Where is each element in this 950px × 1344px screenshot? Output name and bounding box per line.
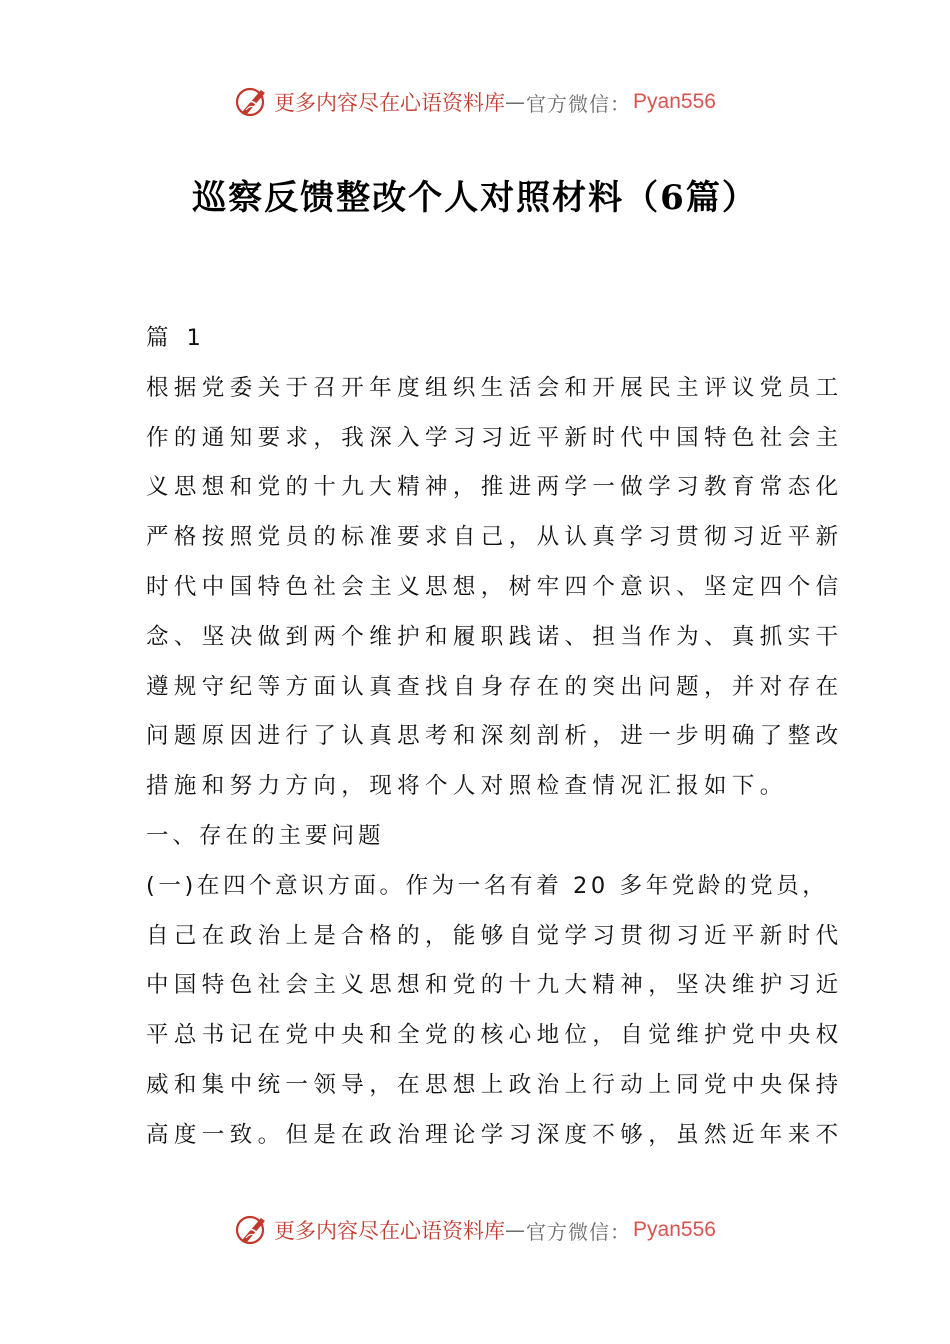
paragraph-line: 义思想和党的十九大精神，推进两学一做学习教育常态化 — [146, 474, 844, 501]
banner-wechat-label: 官方微信： — [526, 91, 632, 116]
paragraph-line: 自己在政治上是合格的，能够自觉学习贯彻习近平新时代 — [146, 922, 844, 949]
paragraph-line: 中国特色社会主义思想和党的十九大精神，坚决维护习近 — [146, 972, 844, 999]
paragraph-line: 高度一致。但是在政治理论学习深度不够，虽然近年来不 — [146, 1121, 844, 1148]
document-title: 巡察反馈整改个人对照材料（6篇） — [192, 178, 758, 218]
paragraph-line: 念、坚决做到两个维护和履职践诺、担当作为、真抓实干 — [146, 623, 844, 650]
paragraph-line: 问题原因进行了认真思考和深刻剖析，进一步明确了整改 — [146, 723, 844, 750]
paragraph-line: (一)在四个意识方面。作为一名有着 20 多年党龄的党员， — [146, 872, 829, 899]
paragraph-line: 遵规守纪等方面认真查找自身存在的突出问题，并对存在 — [146, 673, 844, 700]
paragraph-line: 措施和努力方向，现将个人对照检查情况汇报如下。 — [146, 773, 788, 800]
banner-wechat-id: Pyan556 — [633, 90, 716, 113]
pen-logo-icon — [234, 1212, 270, 1248]
banner-dash: — — [505, 1218, 527, 1242]
document-body — [146, 314, 844, 1161]
paragraph-line: 严格按照党员的标准要求自己，从认真学习贯彻习近平新 — [146, 524, 844, 551]
banner-wechat-id: Pyan556 — [633, 1218, 716, 1241]
header-banner — [0, 78, 950, 126]
paragraph-line: 作的通知要求，我深入学习习近平新时代中国特色社会主 — [146, 424, 844, 451]
section-label: 篇 1 — [146, 325, 207, 351]
banner-site-text: 更多内容尽在心语资料库 — [274, 1219, 506, 1243]
paragraph-line: 时代中国特色社会主义思想，树牢四个意识、坚定四个信 — [146, 573, 844, 600]
paragraph-line: 威和集中统一领导，在思想上政治上行动上同党中央保持 — [146, 1071, 844, 1098]
banner-dash: — — [505, 90, 527, 114]
pen-logo-icon — [234, 84, 270, 120]
paragraph-line: 根据党委关于召开年度组织生活会和开展民主评议党员工 — [146, 374, 844, 401]
banner-wechat-label: 官方微信： — [526, 1219, 632, 1244]
section-heading: 一、存在的主要问题 — [146, 822, 385, 849]
footer-banner — [0, 1206, 950, 1254]
banner-site-text: 更多内容尽在心语资料库 — [274, 91, 506, 115]
paragraph-line: 平总书记在党中央和全党的核心地位，自觉维护党中央权 — [146, 1022, 844, 1049]
